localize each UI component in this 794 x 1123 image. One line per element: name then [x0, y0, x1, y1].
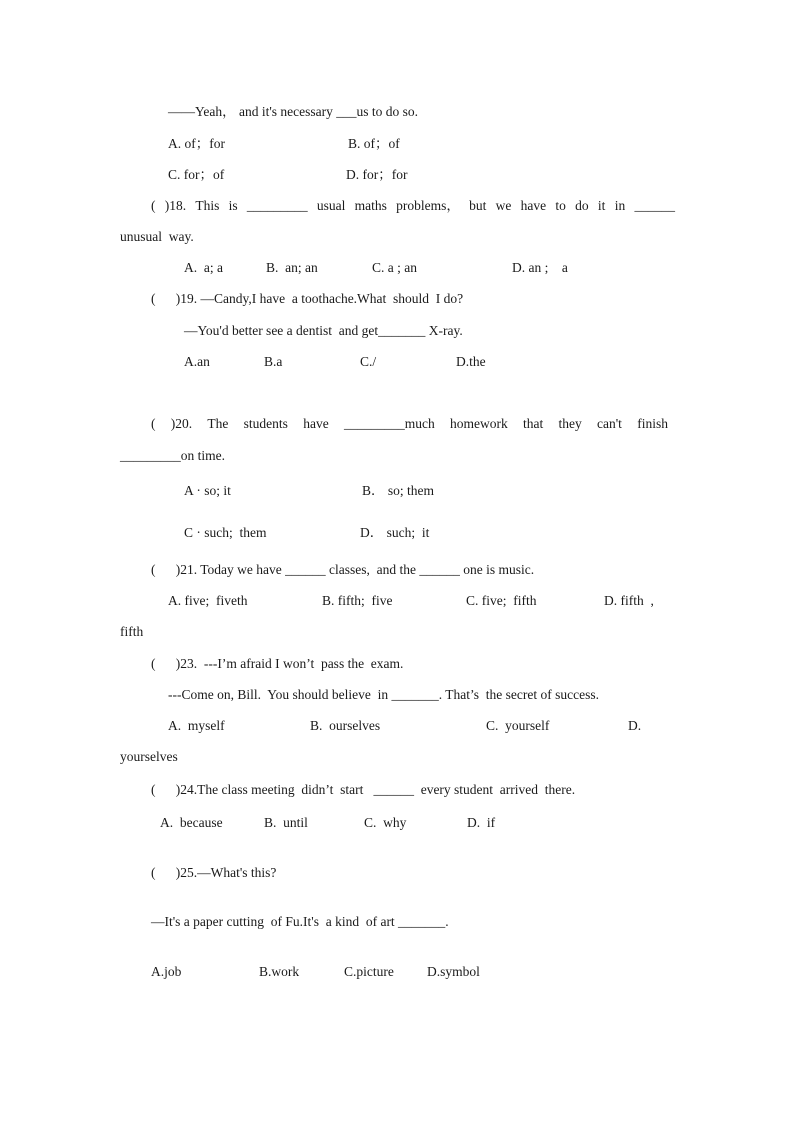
q19-option-b: B.a	[264, 354, 283, 369]
q17-answer-line: ——Yeah， and it's necessary ___us to do so.	[168, 104, 419, 119]
q18-number: )18.	[164, 198, 187, 213]
q20-word: The	[207, 416, 229, 431]
q20-stem	[151, 416, 668, 432]
q19-option-d: D.the	[456, 354, 486, 369]
q24-options-row	[0, 815, 794, 831]
q20-option-d: D． such; it	[360, 525, 430, 540]
q20-number: )20.	[170, 416, 193, 431]
q20-option-a: A · so; it	[184, 483, 231, 498]
q18-word: we	[495, 198, 512, 213]
q18-stem-cont: unusual way.	[120, 229, 194, 244]
q23-stem: ( )23. ---I’m afraid I won’t pass the exam.	[151, 656, 404, 671]
q20-word: can't	[597, 416, 622, 431]
q20-options-row-1	[0, 483, 794, 499]
q18-word: do	[575, 198, 589, 213]
q23-option-cont: yourselves	[120, 749, 178, 764]
q25-option-a: A.job	[151, 964, 182, 979]
q20-blank-word: _________much	[343, 416, 435, 431]
q18-word: problems，	[396, 198, 460, 213]
q25-stem: ( )25.—What's this?	[151, 865, 277, 880]
q24-option-c: C. why	[364, 815, 407, 830]
q19-options-row	[0, 354, 794, 370]
q18-word: is	[228, 198, 238, 213]
q20-stem-cont: _________on time.	[120, 448, 225, 463]
q21-option-d: D. fifth ,	[604, 593, 654, 608]
q17-options-row-2	[0, 167, 794, 183]
q18-option-c: C. a ; an	[372, 260, 417, 275]
q18-word: maths	[354, 198, 387, 213]
q18-word: to	[555, 198, 566, 213]
q18-option-d: D. an ; a	[512, 260, 568, 275]
q23-option-a: A. myself	[168, 718, 225, 733]
q20-word: they	[558, 416, 582, 431]
q18-option-a: A. a; a	[184, 260, 223, 275]
q17-option-c: C. for；of	[168, 167, 225, 182]
q18-word: in	[614, 198, 626, 213]
q17-option-d: D. for；for	[346, 167, 408, 182]
q21-option-a: A. five; fiveth	[168, 593, 248, 608]
q23-option-d: D.	[628, 718, 642, 733]
q18-blank: ______	[634, 198, 675, 213]
q23-option-c: C. yourself	[486, 718, 550, 733]
q21-option-b: B. fifth; five	[322, 593, 393, 608]
q24-option-d: D. if	[467, 815, 496, 830]
q18-option-b: B. an; an	[266, 260, 318, 275]
q21-options-row	[0, 593, 794, 609]
q25-option-b: B.work	[259, 964, 300, 979]
q18-word: have	[520, 198, 547, 213]
q24-option-a: A. because	[160, 815, 223, 830]
q19-option-a: A.an	[184, 354, 210, 369]
q20-word: finish	[637, 416, 668, 431]
q23-options-row	[0, 718, 794, 734]
q20-word: students	[243, 416, 288, 431]
q21-option-cont: fifth	[120, 624, 144, 639]
q19-option-c: C./	[360, 354, 377, 369]
q17-options-row-1	[0, 136, 794, 152]
q18-options-row	[0, 260, 794, 276]
q18-stem	[151, 198, 675, 214]
q19-answer-line: —You'd better see a dentist and get_______ X-ray.	[184, 323, 463, 338]
q25-option-d: D.symbol	[427, 964, 480, 979]
q19-stem: ( )19. —Candy,I have a toothache.What should I do?	[151, 291, 464, 306]
q20-paren-open: (	[151, 416, 156, 431]
q25-answer-line: —It's a paper cutting of Fu.It's a kind of art _______.	[151, 914, 449, 929]
q25-option-c: C.picture	[344, 964, 394, 979]
q25-options-row	[0, 964, 794, 980]
q18-word: it	[597, 198, 606, 213]
q20-word: have	[303, 416, 329, 431]
q21-option-c: C. five; fifth	[466, 593, 537, 608]
q18-word: but	[469, 198, 487, 213]
q21-stem: ( )21. Today we have ______ classes, and the ______ one is music.	[151, 562, 535, 577]
q18-blank: _________	[246, 198, 308, 213]
q20-option-b: B． so; them	[362, 483, 435, 498]
q20-word: homework	[449, 416, 508, 431]
q23-answer-line: ---Come on, Bill. You should believe in _______. That’s the secret of success.	[168, 687, 599, 702]
q20-option-c: C · such; them	[184, 525, 267, 540]
q18-word: This	[195, 198, 220, 213]
q17-option-a: A. of；for	[168, 136, 225, 151]
q18-paren-open: (	[151, 198, 156, 213]
q17-option-b: B. of；of	[348, 136, 400, 151]
q20-word: that	[522, 416, 544, 431]
q20-options-row-2	[0, 525, 794, 541]
q24-stem: ( )24.The class meeting didn’t start ______ every student arrived there.	[151, 782, 576, 797]
q23-option-b: B. ourselves	[310, 718, 381, 733]
q24-option-b: B. until	[264, 815, 308, 830]
q18-word: usual	[316, 198, 346, 213]
